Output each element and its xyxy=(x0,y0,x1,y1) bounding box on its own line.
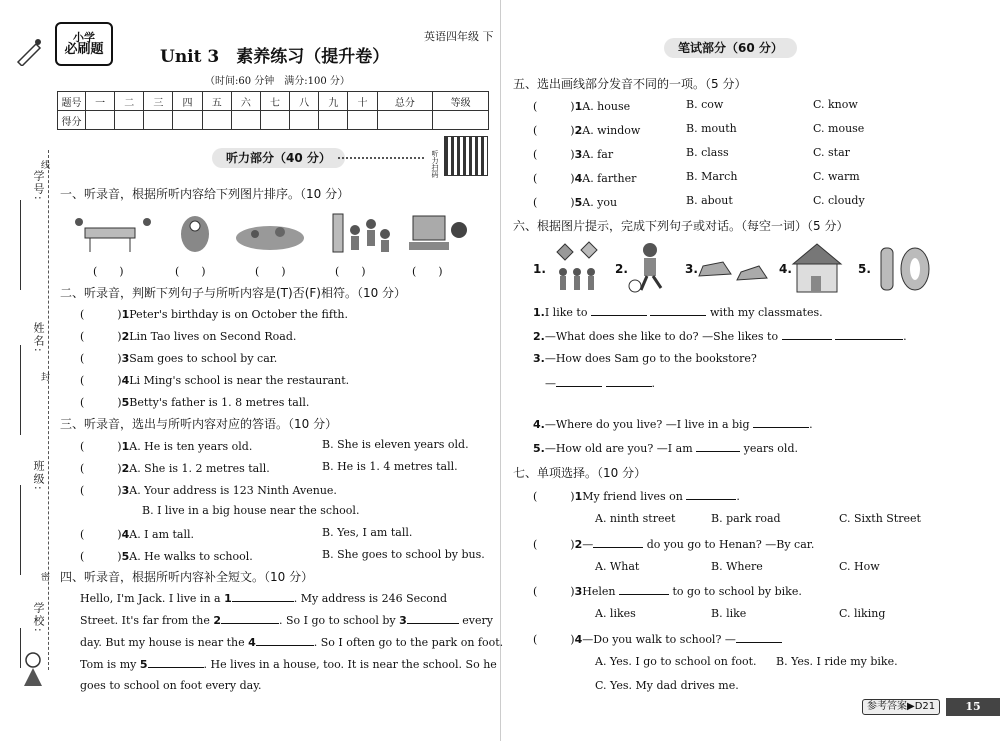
question-text: My friend lives on xyxy=(582,490,683,503)
tf-question-row xyxy=(80,328,296,344)
score-input-cell[interactable] xyxy=(115,111,144,130)
section1-title: 一、听录音，根据所听内容给下列图片排序。（10 分） xyxy=(60,187,350,201)
question-number: 4 xyxy=(574,633,583,646)
question-number: 3 xyxy=(121,484,130,497)
phonics-question-row xyxy=(533,122,640,138)
tf-question-row xyxy=(80,372,349,388)
listening-header-rule xyxy=(338,157,424,159)
question-text: — xyxy=(582,538,594,551)
question-text: with my classmates. xyxy=(709,306,823,319)
fill-in-row xyxy=(533,305,823,319)
section5-title: 五、选出画线部分发音不同的一项。（5 分） xyxy=(513,77,747,91)
answer-reference-tag[interactable]: 参考答案▶D21 xyxy=(862,699,940,715)
question-text: —How does Sam go to the bookstore? xyxy=(544,352,757,365)
answer-blank[interactable] xyxy=(696,441,740,452)
choice-question-row xyxy=(80,548,253,564)
mcq-question-row xyxy=(533,631,782,647)
option-a: A. Yes. I go to school on foot. xyxy=(595,655,757,668)
passage-text: . xyxy=(903,330,907,343)
answer-blank[interactable] xyxy=(407,613,459,624)
name-label: 姓名: xyxy=(32,322,45,354)
student-id-label: 学号: xyxy=(32,170,45,202)
question-text: Li Ming's school is near the restaurant. xyxy=(129,374,350,387)
house-picture-icon xyxy=(793,244,841,292)
s6-picture-number: 4. xyxy=(779,262,792,276)
option-c: C. warm xyxy=(813,170,860,183)
passage-line xyxy=(80,679,488,692)
robot-monster-picture-icon xyxy=(181,216,209,252)
answer-blank[interactable] xyxy=(650,305,706,316)
s6-picture-number: 2. xyxy=(615,262,628,276)
answer-blank[interactable] xyxy=(591,305,647,316)
choice-question-row xyxy=(80,438,252,454)
phonics-question-row xyxy=(533,98,630,114)
question-text: Betty's father is 1. 8 metres tall. xyxy=(129,396,310,409)
option-a: A. He is ten years old. xyxy=(129,440,253,453)
binding-seal-char: 封 xyxy=(39,372,49,383)
answer-paren[interactable]: ( ) xyxy=(533,196,575,209)
tf-question-row xyxy=(80,394,309,410)
listening-section-header: 听力部分（40 分） xyxy=(212,148,345,168)
student-id-blank[interactable] xyxy=(20,200,21,290)
question-text: I like to xyxy=(544,306,588,319)
score-input-cell[interactable] xyxy=(433,111,489,130)
pen-doodle-icon xyxy=(14,36,44,66)
section6-title: 六、根据图片提示，完成下列句子或对话。（每空一词）（5 分） xyxy=(513,219,849,233)
section6-pictures xyxy=(545,240,940,296)
class-blank[interactable] xyxy=(20,485,21,575)
answer-paren[interactable]: ( ) xyxy=(80,374,122,387)
question-number: 2 xyxy=(121,462,130,475)
answer-blank[interactable] xyxy=(686,489,736,500)
score-header-cell: 二 xyxy=(115,92,144,111)
answer-paren[interactable]: ( ) xyxy=(80,440,122,453)
option-c: C. How xyxy=(839,560,880,573)
s1-answer-paren[interactable]: ( ) xyxy=(93,265,124,278)
question-text: Peter's birthday is on October the fifth. xyxy=(129,308,348,321)
option-c: C. Yes. My dad drives me. xyxy=(595,679,739,692)
blank-number: 1 xyxy=(224,592,232,605)
answer-paren[interactable]: ( ) xyxy=(80,484,122,497)
passage-text: . My address is 246 Second xyxy=(293,592,448,605)
question-number: 5. xyxy=(533,442,545,455)
choice-question-row xyxy=(80,482,337,498)
answer-blank[interactable] xyxy=(556,376,602,387)
option-b: B. I live in a big house near the school. xyxy=(142,504,360,517)
question-number: 3 xyxy=(121,352,130,365)
question-number: 4 xyxy=(121,374,130,387)
question-text: —How old are you? —I am xyxy=(544,442,693,455)
option-b: B. She goes to school by bus. xyxy=(322,548,485,561)
blank-number: 3 xyxy=(399,614,407,627)
question-number: 3. xyxy=(533,352,545,365)
fill-in-row xyxy=(533,441,798,455)
answer-paren[interactable]: ( ) xyxy=(533,585,575,598)
question-text: do you go to Henan? —By car. xyxy=(646,538,815,551)
answer-paren[interactable]: ( ) xyxy=(80,550,122,563)
score-table-score-row xyxy=(58,111,489,130)
pile-of-toys-picture-icon xyxy=(236,226,304,250)
option-a: A. farther xyxy=(582,172,637,185)
passage-text: every xyxy=(462,614,493,627)
score-header-cell: 四 xyxy=(173,92,202,111)
passage-text: . xyxy=(736,490,740,503)
option-c: C. know xyxy=(813,98,858,111)
question-number: 4. xyxy=(533,418,545,431)
answer-blank[interactable] xyxy=(256,635,314,646)
binding-close-char: 密 xyxy=(39,572,49,583)
name-blank[interactable] xyxy=(20,345,21,435)
score-header-cell: 等级 xyxy=(433,92,489,111)
cartoon-character-icon xyxy=(16,650,50,690)
option-b: B. She is eleven years old. xyxy=(322,438,469,451)
class-label: 班级: xyxy=(32,460,45,492)
ping-pong-picture-icon xyxy=(75,218,151,252)
option-b: B. Where xyxy=(711,560,763,573)
score-header-cell: 十 xyxy=(348,92,377,111)
passage-text: . xyxy=(809,418,813,431)
option-a: A. Your address is 123 Ninth Avenue. xyxy=(129,484,337,497)
answer-paren[interactable]: ( ) xyxy=(80,528,122,541)
passage-text: goes to school on foot every day. xyxy=(80,679,262,692)
passage-line xyxy=(80,591,488,605)
option-b: B. about xyxy=(686,194,733,207)
option-b: B. He is 1. 4 metres tall. xyxy=(322,460,458,473)
score-input-cell[interactable] xyxy=(260,111,289,130)
kids-flying-kites-picture-icon xyxy=(557,242,597,290)
passage-text: . So I often go to the park on foot. xyxy=(313,636,504,649)
passage-text: . xyxy=(651,377,655,390)
s1-answer-paren[interactable]: ( ) xyxy=(335,265,366,278)
blank-number: 4 xyxy=(248,636,256,649)
option-b: B. like xyxy=(711,607,747,620)
tf-question-row xyxy=(80,306,348,322)
question-number: 4 xyxy=(574,172,583,185)
question-number: 5 xyxy=(574,196,583,209)
score-input-cell[interactable] xyxy=(290,111,319,130)
score-header-cell: 总分 xyxy=(377,92,433,111)
question-number: 5 xyxy=(121,396,130,409)
question-number: 1. xyxy=(533,306,545,319)
answer-paren[interactable]: ( ) xyxy=(80,396,122,409)
passage-text: . He lives in a house, too. It is near the school. So he xyxy=(203,658,497,671)
binding-line xyxy=(48,150,49,670)
option-b: B. cow xyxy=(686,98,724,111)
section7-title: 七、单项选择。（10 分） xyxy=(513,466,647,480)
section3-title: 三、听录音，选出与所听内容对应的答语。（10 分） xyxy=(60,417,338,431)
passage-text: Street. It's far from the xyxy=(80,614,210,627)
walking-shoes-picture-icon xyxy=(699,262,767,280)
passage-line xyxy=(80,613,493,627)
s1-answer-paren[interactable]: ( ) xyxy=(175,265,206,278)
s1-answer-paren[interactable]: ( ) xyxy=(412,265,443,278)
question-number: 1 xyxy=(121,440,130,453)
answer-blank[interactable] xyxy=(753,417,809,428)
question-number: 3 xyxy=(574,585,583,598)
score-input-cell[interactable] xyxy=(377,111,433,130)
s6-picture-number: 1. xyxy=(533,262,546,276)
fill-in-row xyxy=(533,352,757,365)
answer-paren[interactable]: ( ) xyxy=(80,308,122,321)
question-number: 1 xyxy=(574,490,583,503)
section2-title: 二、听录音，判断下列句子与所听内容是(T)否(F)相符。（10 分） xyxy=(60,286,407,300)
choice-question-row xyxy=(80,526,194,542)
page-title: Unit 3 素养练习（提升卷） xyxy=(160,47,390,67)
question-text: Helen xyxy=(582,585,616,598)
school-label: 学校: xyxy=(32,602,45,634)
option-c: C. star xyxy=(813,146,850,159)
option-a: A. I am tall. xyxy=(129,528,195,541)
answer-paren[interactable]: ( ) xyxy=(80,352,122,365)
phonics-question-row xyxy=(533,146,613,162)
passage-text: Hello, I'm Jack. I live in a xyxy=(80,592,221,605)
option-c: C. liking xyxy=(839,607,886,620)
question-number: 5 xyxy=(121,550,130,563)
qr-code[interactable] xyxy=(444,136,488,176)
option-c: C. cloudy xyxy=(813,194,865,207)
brand-logo: 小学 必刷题 xyxy=(55,22,113,66)
passage-line xyxy=(80,635,504,649)
s6-picture-number: 3. xyxy=(685,262,698,276)
question-number: 2 xyxy=(574,538,583,551)
question-number: 2 xyxy=(121,330,130,343)
passage-line xyxy=(80,657,497,671)
score-table-header-row xyxy=(58,92,489,111)
answer-blank[interactable] xyxy=(606,376,652,387)
option-a: A. you xyxy=(582,196,618,209)
written-section-header: 笔试部分（60 分） xyxy=(664,38,797,58)
answer-paren[interactable]: ( ) xyxy=(533,172,575,185)
question-text: —Where do you live? —I live in a big xyxy=(544,418,750,431)
option-a: A. He walks to school. xyxy=(129,550,253,563)
page-number: 15 xyxy=(946,698,1000,716)
question-number: 2 xyxy=(574,124,583,137)
question-text: —What does she like to do? —She likes to xyxy=(544,330,779,343)
option-b: B. Yes. I ride my bike. xyxy=(776,655,898,668)
section4-title: 四、听录音，根据所听内容补全短文。（10 分） xyxy=(60,570,314,584)
blank-number: 2 xyxy=(213,614,222,627)
question-number: 3 xyxy=(574,148,583,161)
score-header-cell: 一 xyxy=(86,92,115,111)
score-input-cell[interactable] xyxy=(319,111,348,130)
kids-studying-picture-icon xyxy=(366,219,390,252)
answer-paren[interactable]: ( ) xyxy=(533,100,575,113)
answer-blank[interactable] xyxy=(619,584,669,595)
option-a: A. house xyxy=(582,100,631,113)
option-a: A. window xyxy=(582,124,641,137)
score-header-cell: 九 xyxy=(319,92,348,111)
question-number: 4 xyxy=(121,528,130,541)
option-b: B. March xyxy=(686,170,738,183)
option-a: A. She is 1. 2 metres tall. xyxy=(129,462,270,475)
score-input-cell[interactable] xyxy=(348,111,377,130)
blank-number: 5 xyxy=(139,658,148,671)
score-header-cell: 题号 xyxy=(58,92,86,111)
answer-blank[interactable] xyxy=(221,613,279,624)
option-b: B. mouth xyxy=(686,122,737,135)
option-a: A. far xyxy=(582,148,614,161)
question-number: 1 xyxy=(121,308,130,321)
answer-blank[interactable] xyxy=(736,632,782,643)
score-input-cell[interactable] xyxy=(231,111,260,130)
computer-picture-icon xyxy=(409,216,467,250)
option-a: A. ninth street xyxy=(595,512,676,525)
section1-pictures xyxy=(75,210,475,258)
option-b: B. park road xyxy=(711,512,781,525)
score-header-cell: 六 xyxy=(231,92,260,111)
answer-paren[interactable]: ( ) xyxy=(533,490,575,503)
grade-label: 英语四年级 下 xyxy=(424,30,494,43)
kid-painting-picture-icon xyxy=(333,214,360,252)
question-text: Sam goes to school by car. xyxy=(129,352,278,365)
answer-line xyxy=(545,376,655,390)
question-text: to go to school by bike. xyxy=(672,585,802,598)
question-number: 2. xyxy=(533,330,545,343)
score-header-cell: 五 xyxy=(202,92,231,111)
phonics-question-row xyxy=(533,170,636,186)
answer-paren[interactable]: ( ) xyxy=(533,538,575,551)
score-input-cell[interactable] xyxy=(144,111,173,130)
answer-blank[interactable] xyxy=(593,537,643,548)
score-input-cell[interactable] xyxy=(202,111,231,130)
question-text: —Do you walk to school? — xyxy=(582,633,736,646)
passage-text: day. But my house is near the xyxy=(80,636,245,649)
page-divider xyxy=(500,0,501,741)
score-header-cell: 八 xyxy=(290,92,319,111)
option-a: A. What xyxy=(595,560,640,573)
score-header-cell: 七 xyxy=(260,92,289,111)
qr-label: 听力扫码 xyxy=(431,150,439,178)
girl-playing-football-picture-icon xyxy=(629,243,661,292)
mcq-question-row xyxy=(533,488,740,504)
score-input-cell[interactable] xyxy=(86,111,115,130)
option-a: A. likes xyxy=(595,607,636,620)
time-info: （时间:60 分钟 满分:100 分） xyxy=(205,76,350,87)
s6-picture-number: 5. xyxy=(858,262,871,276)
mcq-question-row xyxy=(533,583,802,599)
option-b: B. class xyxy=(686,146,729,159)
phonics-question-row xyxy=(533,194,617,210)
score-header-cell: 三 xyxy=(144,92,173,111)
answer-blank[interactable] xyxy=(148,657,204,668)
s1-answer-paren[interactable]: ( ) xyxy=(255,265,286,278)
question-text: years old. xyxy=(743,442,798,455)
number-ten-picture-icon xyxy=(881,248,929,290)
answer-blank[interactable] xyxy=(232,591,294,602)
mcq-question-row xyxy=(533,536,814,552)
answer-blank[interactable] xyxy=(782,329,832,340)
binding-line-char: 线 xyxy=(39,160,49,171)
answer-paren[interactable]: ( ) xyxy=(533,124,575,137)
fill-in-row xyxy=(533,329,907,343)
answer-paren[interactable]: ( ) xyxy=(533,148,575,161)
fill-in-row xyxy=(533,417,813,431)
question-text: Lin Tao lives on Second Road. xyxy=(129,330,297,343)
tf-question-row xyxy=(80,350,277,366)
option-c: C. mouse xyxy=(813,122,865,135)
passage-text: . So I go to school by xyxy=(279,614,396,627)
answer-paren[interactable]: ( ) xyxy=(80,330,122,343)
answer-blank[interactable] xyxy=(835,329,903,340)
answer-paren[interactable]: ( ) xyxy=(80,462,122,475)
score-input-cell[interactable] xyxy=(173,111,202,130)
score-table xyxy=(57,91,489,130)
option-c: C. Sixth Street xyxy=(839,512,921,525)
option-b: B. Yes, I am tall. xyxy=(322,526,413,539)
passage-text: — xyxy=(545,377,556,390)
score-row-label: 得分 xyxy=(58,111,86,130)
passage-text: Tom is my xyxy=(80,658,137,671)
choice-question-row xyxy=(80,460,270,476)
answer-paren[interactable]: ( ) xyxy=(533,633,575,646)
question-number: 1 xyxy=(574,100,583,113)
